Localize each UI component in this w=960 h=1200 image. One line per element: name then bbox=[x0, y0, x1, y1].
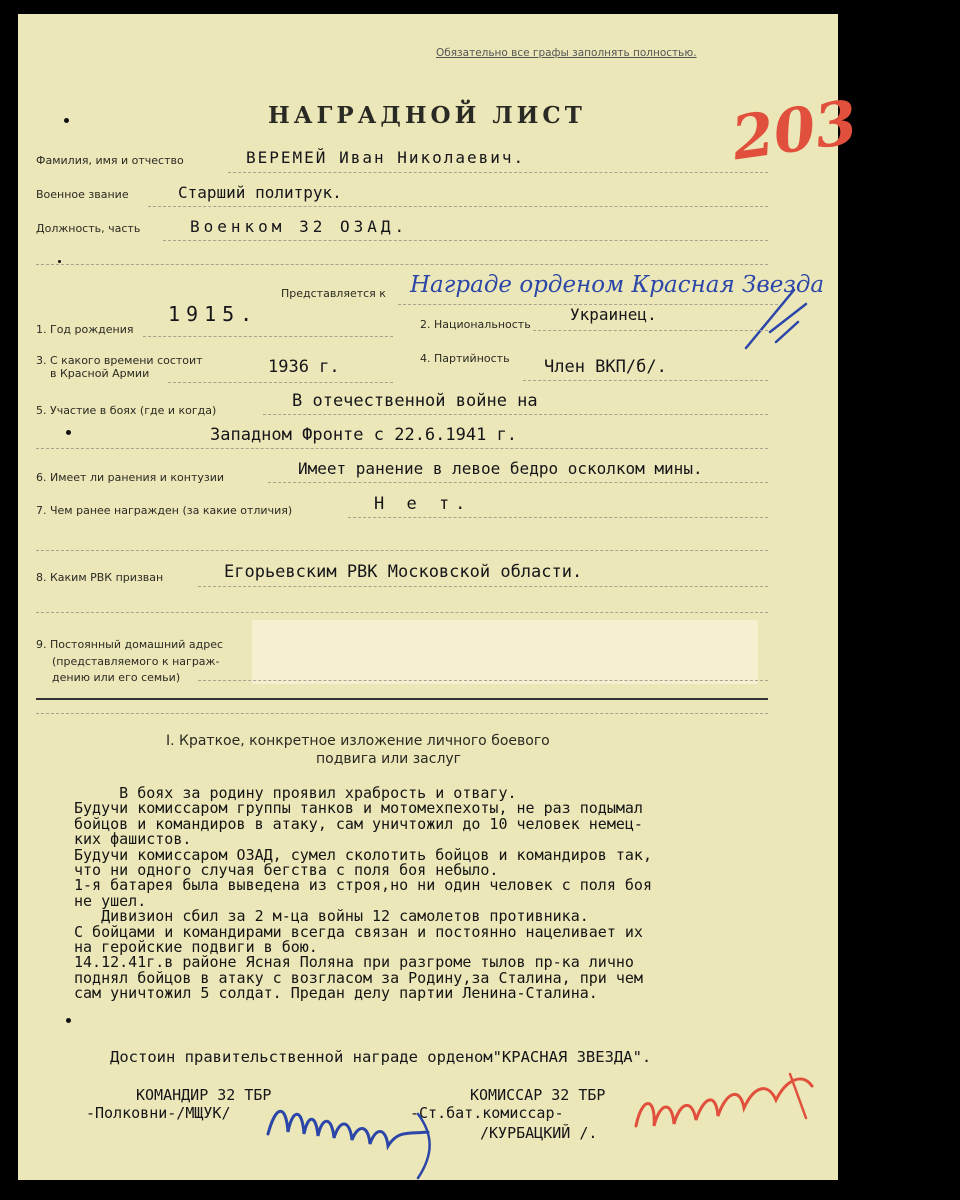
name-rule bbox=[228, 172, 768, 173]
commander-signature bbox=[258, 1074, 458, 1184]
wounds-label: 6. Имеет ли ранения и контузии bbox=[36, 471, 225, 484]
section-heading-line2: подвига или заслуг bbox=[316, 751, 462, 767]
position-rule bbox=[163, 240, 768, 241]
party-value: Член ВКП/б/. bbox=[544, 357, 667, 377]
address-redaction bbox=[252, 620, 758, 684]
merit-line: Дивизион сбил за 2 м-ца войны 12 самолетов противника. bbox=[101, 907, 589, 926]
address-rule bbox=[198, 680, 768, 681]
section-divider-dash bbox=[36, 713, 768, 714]
merit-description bbox=[74, 786, 834, 1002]
red-number-annotation: 203 bbox=[727, 87, 862, 175]
wounds-value: Имеет ранение в левое бедро осколком мины. bbox=[298, 459, 703, 478]
commissar-title: КОМИССАР 32 ТБР bbox=[470, 1086, 606, 1104]
commander-title: КОМАНДИР 32 ТБР bbox=[136, 1086, 272, 1104]
merit-line: не ушел. bbox=[74, 891, 147, 910]
awards-value: Н е т. bbox=[374, 494, 472, 514]
commissar-name-line2: /КУРБАЦКИЙ /. bbox=[480, 1124, 598, 1142]
rank-rule bbox=[148, 206, 768, 207]
merit-line: поднял бойцов в атаку с возгласом за Родину,за Сталина, при чем bbox=[74, 968, 643, 987]
birth-value: 1915. bbox=[168, 302, 259, 326]
party-label: 4. Партийность bbox=[420, 352, 510, 365]
service-value: 1936 г. bbox=[268, 357, 340, 377]
rank-label: Военное звание bbox=[36, 188, 129, 201]
nationality-rule bbox=[533, 330, 768, 331]
nominated-value: Награде орденом Красная Звезда bbox=[410, 272, 825, 298]
page-title: НАГРАДНОЙ ЛИСТ bbox=[268, 102, 586, 129]
address-label-line1: 9. Постоянный домашний адрес bbox=[36, 638, 224, 651]
service-rule bbox=[168, 382, 393, 383]
birth-rule bbox=[143, 336, 393, 337]
awards-rule-2 bbox=[36, 550, 768, 551]
nationality-value: Украинец. bbox=[570, 305, 657, 324]
rvk-rule-2 bbox=[36, 612, 768, 613]
section-divider bbox=[36, 698, 768, 700]
service-label-line1: 3. С какого времени состоит bbox=[36, 354, 203, 367]
wounds-rule bbox=[268, 482, 768, 483]
rank-value: Старший политрук. bbox=[178, 183, 342, 202]
name-value: ВЕРЕМЕЙ Иван Николаевич. bbox=[246, 148, 526, 167]
merit-line: сам уничтожил 5 солдат. Предан делу партии Ленина-Сталина. bbox=[74, 984, 598, 1003]
commissar-name-line1: -Ст.бат.комиссар- bbox=[410, 1104, 564, 1122]
merit-line: ких фашистов. bbox=[74, 830, 192, 849]
page-dot bbox=[58, 260, 61, 263]
merit-line: Будучи комиссаром ОЗАД, сумел сколотить бойцов и командиров так, bbox=[74, 845, 652, 864]
party-rule bbox=[523, 380, 768, 381]
position-value: Военком 32 ОЗАД. bbox=[190, 217, 409, 236]
position-rule-2 bbox=[36, 264, 768, 265]
nominated-label: Представляется к bbox=[281, 287, 386, 300]
rvk-label: 8. Каким РВК призван bbox=[36, 571, 164, 584]
birth-label: 1. Год рождения bbox=[36, 323, 134, 336]
awards-label: 7. Чем ранее награжден (за какие отличия) bbox=[36, 504, 293, 517]
merit-line: на геройские подвиги в бою. bbox=[74, 938, 318, 957]
award-sheet bbox=[18, 14, 862, 1180]
award-conclusion: Достоин правительственной награде орденом"КРАСНАЯ ЗВЕЗДА". bbox=[110, 1048, 652, 1066]
nationality-label: 2. Национальность bbox=[420, 318, 531, 331]
battles-label: 5. Участие в боях (где и когда) bbox=[36, 404, 217, 417]
merit-line: С бойцами и командирами всегда связан и постоянно нацеливает их bbox=[74, 922, 643, 941]
header-note: Обязательно все графы заполнять полностью. bbox=[436, 47, 697, 59]
rvk-value: Егорьевским РВК Московской области. bbox=[224, 562, 583, 582]
battles-value-line2: Западном Фронте с 22.6.1941 г. bbox=[210, 425, 518, 445]
commissar-signature bbox=[626, 1056, 826, 1146]
merit-line: В боях за родину проявил храбрость и отвагу. bbox=[119, 784, 517, 802]
battles-value-line1: В отечественной войне на bbox=[292, 391, 538, 411]
service-label-line2: в Красной Армии bbox=[50, 367, 150, 380]
commander-name: -Полковни-/МЩУК/ bbox=[86, 1104, 231, 1122]
battles-rule-2 bbox=[36, 448, 768, 449]
name-label: Фамилия, имя и отчество bbox=[36, 154, 184, 167]
address-label-line3: дению или его семьи) bbox=[52, 671, 181, 684]
section-heading-line1: I. Краткое, конкретное изложение личного боевого bbox=[166, 733, 550, 749]
merit-line: Будучи комиссаром группы танков и мотомехпехоты, не раз подымал bbox=[74, 799, 643, 818]
rvk-rule bbox=[198, 586, 768, 587]
page-dot bbox=[64, 118, 69, 123]
merit-line: бойцов и командиров в атаку, сам уничтожил до 10 человек немец- bbox=[74, 814, 643, 833]
awards-rule bbox=[348, 517, 768, 518]
position-label: Должность, часть bbox=[36, 222, 141, 235]
battles-rule bbox=[263, 414, 768, 415]
merit-line: что ни одного случая бегства с поля боя небыло. bbox=[74, 861, 499, 880]
blue-check-mark bbox=[736, 272, 816, 352]
merit-line: 1-я батарея была выведена из строя,но ни один человек с поля боя bbox=[74, 876, 652, 895]
page-dot bbox=[66, 430, 71, 435]
page-dot bbox=[66, 1018, 71, 1023]
address-label-line2: (представляемого к награж- bbox=[52, 655, 220, 668]
merit-line: 14.12.41г.в районе Ясная Поляна при разгроме тылов пр-ка лично bbox=[74, 953, 634, 972]
